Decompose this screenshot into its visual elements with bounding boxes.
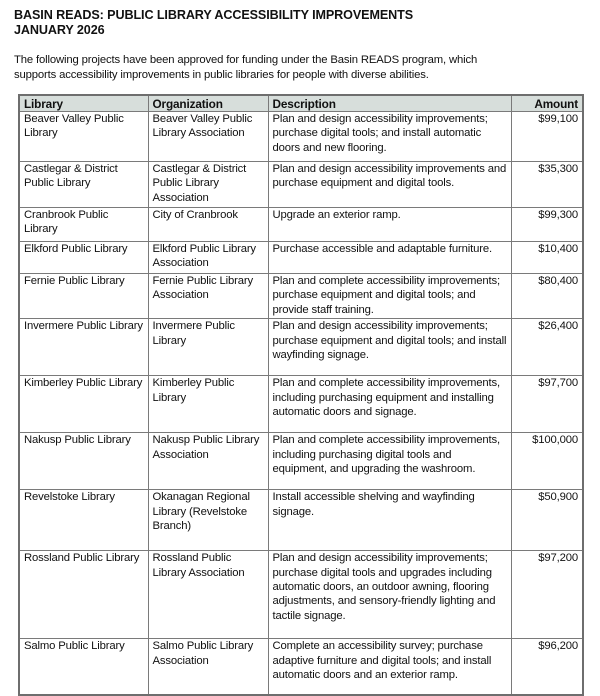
description-cell: Plan and design accessibility improvements; purchase equipment and digital tools; and install wayfinding signage. — [268, 319, 511, 376]
organization-cell: Kimberley Public Library — [148, 376, 268, 433]
amount-cell: $35,300 — [511, 162, 583, 208]
organization-cell: Castlegar & District Public Library Association — [148, 162, 268, 208]
table-row — [19, 274, 583, 319]
description-cell: Upgrade an exterior ramp. — [268, 208, 511, 242]
library-cell: Cranbrook Public Library — [19, 208, 148, 242]
library-cell: Nakusp Public Library — [19, 433, 148, 490]
organization-cell: Elkford Public Library Association — [148, 242, 268, 274]
column-header-organization: Organization — [148, 95, 268, 112]
amount-cell: $99,300 — [511, 208, 583, 242]
intro-line-2: supports accessibility improvements in public libraries for people with diverse abilities. — [14, 69, 429, 81]
organization-cell: Beaver Valley Public Library Association — [148, 112, 268, 162]
description-cell: Plan and complete accessibility improvements, including purchasing equipment and installing automatic doors and signage. — [268, 376, 511, 433]
table-header-row — [19, 95, 583, 112]
description-cell: Plan and complete accessibility improvements, including purchasing digital tools and equipment, and upgrading the washroom. — [268, 433, 511, 490]
table-row — [19, 376, 583, 433]
column-header-description: Description — [268, 95, 511, 112]
description-cell: Plan and design accessibility improvements and purchase equipment and digital tools. — [268, 162, 511, 208]
table-row — [19, 112, 583, 162]
amount-cell: $96,200 — [511, 639, 583, 695]
library-cell: Invermere Public Library — [19, 319, 148, 376]
amount-cell: $50,900 — [511, 490, 583, 551]
table-row — [19, 162, 583, 208]
table-row — [19, 639, 583, 695]
description-cell: Plan and design accessibility improvements; purchase digital tools and upgrades including automatic doors, an outdoor awning, flooring adjustments, and sensory-friendly lighting and tactile signage. — [268, 551, 511, 639]
table-row — [19, 490, 583, 551]
library-cell: Beaver Valley Public Library — [19, 112, 148, 162]
description-cell: Install accessible shelving and wayfinding signage. — [268, 490, 511, 551]
title-line-2: JANUARY 2026 — [14, 23, 105, 37]
description-cell: Plan and complete accessibility improvements; purchase equipment and digital tools; and provide staff training. — [268, 274, 511, 319]
library-cell: Kimberley Public Library — [19, 376, 148, 433]
amount-cell: $100,000 — [511, 433, 583, 490]
amount-cell: $10,400 — [511, 242, 583, 274]
library-cell: Fernie Public Library — [19, 274, 148, 319]
library-cell: Castlegar & District Public Library — [19, 162, 148, 208]
amount-cell: $97,200 — [511, 551, 583, 639]
column-header-amount: Amount — [511, 95, 583, 112]
library-cell: Revelstoke Library — [19, 490, 148, 551]
document-title — [14, 8, 413, 38]
organization-cell: Salmo Public Library Association — [148, 639, 268, 695]
library-cell: Rossland Public Library — [19, 551, 148, 639]
grants-table — [18, 94, 584, 696]
intro-line-1: The following projects have been approved for funding under the Basin READS program, which — [14, 54, 478, 66]
organization-cell: Okanagan Regional Library (Revelstoke Branch) — [148, 490, 268, 551]
organization-cell: Invermere Public Library — [148, 319, 268, 376]
amount-cell: $80,400 — [511, 274, 583, 319]
amount-cell: $26,400 — [511, 319, 583, 376]
title-line-1: BASIN READS: PUBLIC LIBRARY ACCESSIBILITY IMPROVEMENTS — [14, 8, 414, 22]
intro-paragraph — [14, 53, 594, 83]
table-row — [19, 551, 583, 639]
amount-cell: $99,100 — [511, 112, 583, 162]
table-row — [19, 242, 583, 274]
amount-cell: $97,700 — [511, 376, 583, 433]
table-row — [19, 433, 583, 490]
table-row — [19, 319, 583, 376]
table-row — [19, 208, 583, 242]
description-cell: Plan and design accessibility improvements; purchase digital tools; and install automatic doors and new flooring. — [268, 112, 511, 162]
column-header-library: Library — [19, 95, 148, 112]
library-cell: Salmo Public Library — [19, 639, 148, 695]
organization-cell: Rossland Public Library Association — [148, 551, 268, 639]
description-cell: Purchase accessible and adaptable furniture. — [268, 242, 511, 274]
organization-cell: Fernie Public Library Association — [148, 274, 268, 319]
organization-cell: City of Cranbrook — [148, 208, 268, 242]
library-cell: Elkford Public Library — [19, 242, 148, 274]
description-cell: Complete an accessibility survey; purchase adaptive furniture and digital tools; and install automatic doors and an exterior ramp. — [268, 639, 511, 695]
organization-cell: Nakusp Public Library Association — [148, 433, 268, 490]
